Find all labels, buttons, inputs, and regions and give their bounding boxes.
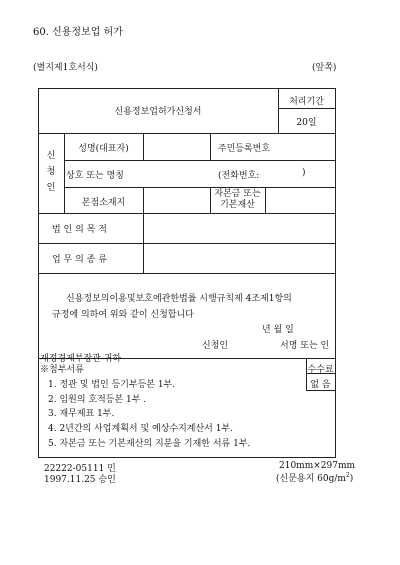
phone-label: (전화번호: — [218, 171, 260, 181]
signer-label: 신청인 — [202, 341, 229, 351]
processing-period-label: 처리기간 — [289, 97, 324, 107]
business-field[interactable] — [143, 245, 334, 272]
form-reference: (별지제1호서식) — [33, 63, 98, 73]
attachment-item-1: 1. 정관 및 법인 등기부등본 1부. — [48, 380, 176, 390]
applicant-label-2: 청 — [46, 167, 56, 177]
trade-name-field[interactable] — [143, 162, 213, 186]
paper-type-close: ) — [349, 474, 354, 484]
paper-type-sup: 2 — [345, 472, 350, 479]
form-title: 신용정보업허가신청서 — [114, 107, 202, 117]
name-label: 성명(대표자) — [78, 144, 129, 154]
attachment-item-2: 2. 임원의 호적등본 1부 . — [48, 395, 147, 405]
phone-field[interactable] — [262, 162, 298, 186]
purpose-field[interactable] — [143, 215, 334, 242]
capital-label — [210, 189, 265, 211]
address-field[interactable] — [143, 189, 210, 212]
sign-label: 서명 또는 인 — [280, 341, 330, 351]
attachments-label: ※첨부서류 — [40, 365, 84, 375]
purpose-label: 법 인 의 목 적 — [52, 225, 107, 235]
applicant-label-1: 신 — [46, 151, 56, 161]
statement-line-1: 신용정보의이용및보호에관한법률 시행규칙제 4조제1항의 — [66, 294, 292, 304]
capital-field[interactable] — [265, 189, 334, 212]
phone-close: ) — [302, 168, 306, 178]
fee-value: 없 음 — [310, 380, 331, 390]
address-label: 본점소재지 — [81, 198, 126, 208]
regno-field[interactable] — [278, 135, 334, 159]
fee-label: 수수료 — [307, 365, 334, 375]
capital-label-line-2: 기본재산 — [220, 200, 255, 210]
attachment-item-4: 4. 2년간의 사업계획서 및 예상수지계산서 1부. — [48, 424, 234, 434]
statement-line-2: 규정에 의하여 위와 같이 신청합니다 — [52, 310, 194, 320]
paper-type-text: (신문용지 60g/m — [276, 474, 346, 484]
date-line: 년 월 일 — [262, 325, 294, 335]
applicant-label-3: 인 — [46, 183, 56, 193]
paper-type — [276, 471, 353, 484]
trade-name-label: 상호 또는 명칭 — [66, 171, 124, 181]
addressee: 재정경제부장관 귀하 — [40, 354, 122, 364]
page-side-label: (앞쪽) — [312, 63, 337, 73]
paper-size: 210mm×297mm — [279, 461, 356, 471]
page-title: 60. 신용정보업 허가 — [33, 27, 123, 38]
capital-label-line-1: 자본금 또는 — [214, 189, 261, 199]
regno-label: 주민등록번호 — [217, 144, 271, 154]
business-label: 업 무 의 종 류 — [52, 255, 107, 265]
name-field[interactable] — [143, 135, 210, 159]
attachment-item-5: 5. 자본금 또는 기본재산의 지분을 기재한 서류 1부. — [48, 439, 251, 449]
processing-period-value: 20일 — [296, 118, 317, 128]
form-code: 22222-05111 민 — [44, 464, 116, 474]
approval-date: 1997.11.25 승인 — [44, 475, 116, 485]
attachment-item-3: 3. 재무제표 1부. — [48, 409, 115, 419]
